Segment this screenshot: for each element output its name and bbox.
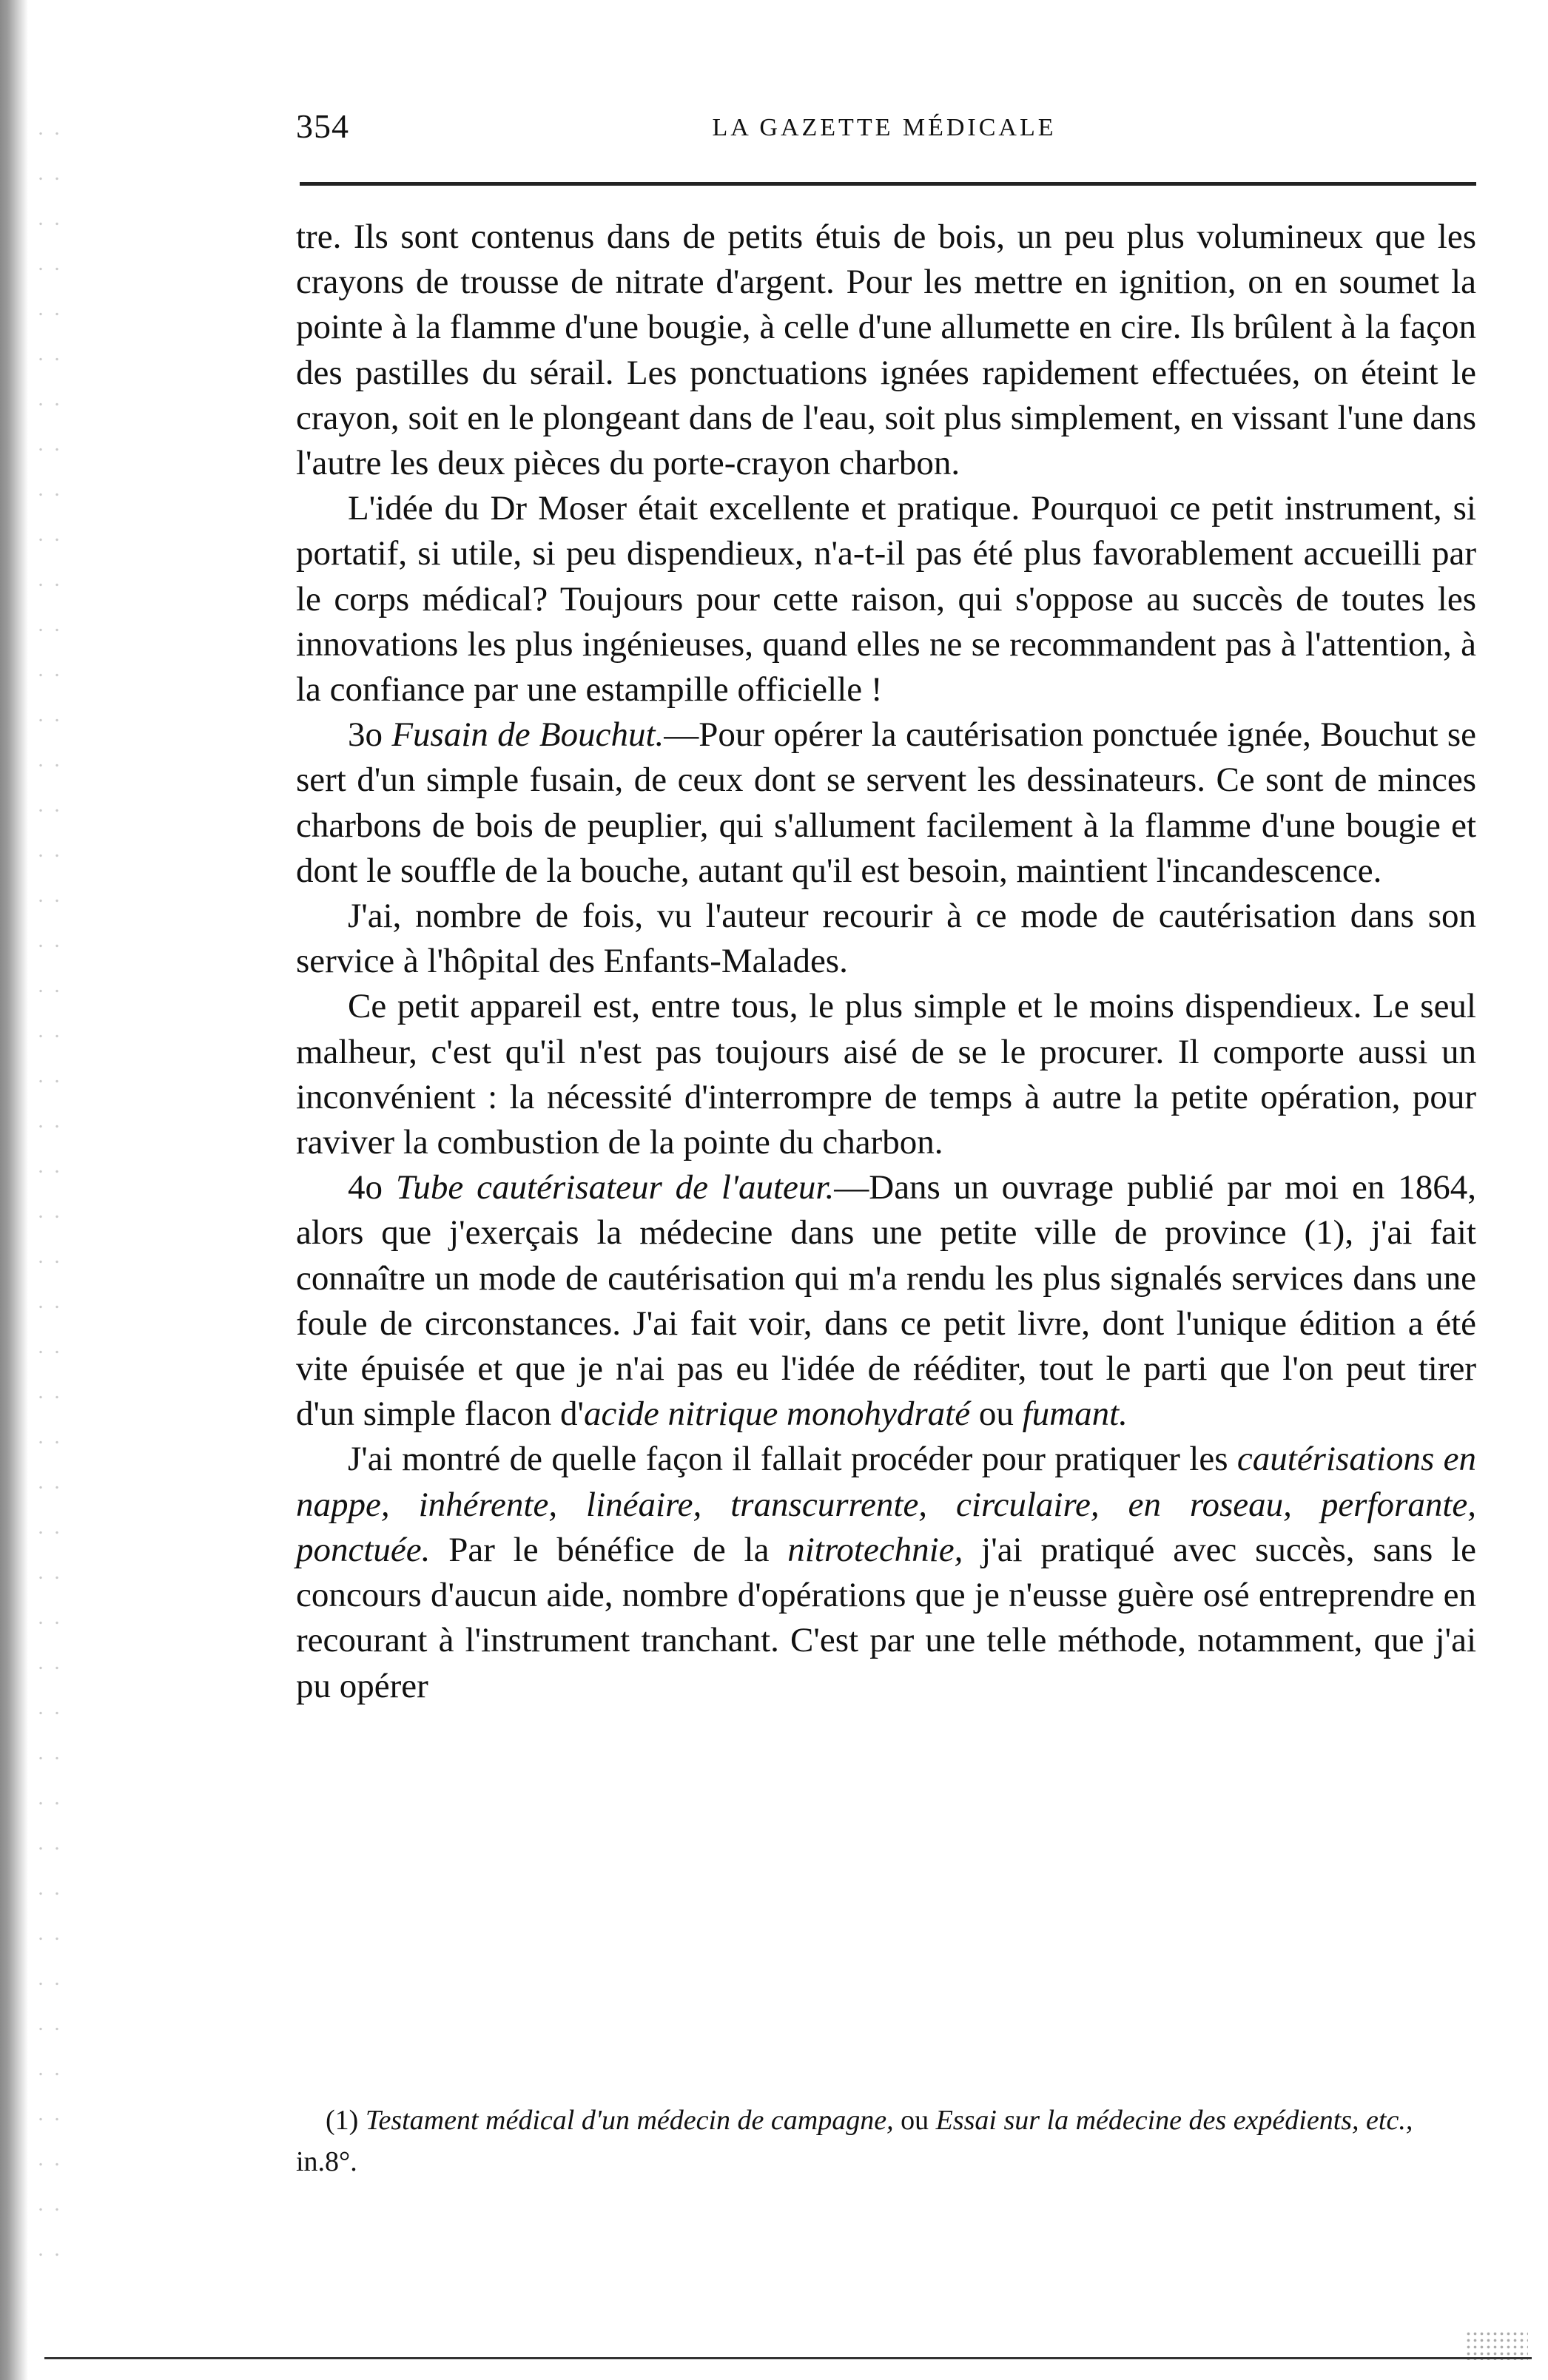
italic-term: nitrotechnie, — [787, 1530, 963, 1569]
body-text — [296, 215, 1476, 1709]
footnote-text: in.8°. — [296, 2146, 357, 2177]
italic-term: acide nitrique monohydraté — [583, 1395, 971, 1434]
footnote — [296, 2100, 1476, 2182]
paragraph-7-text: j'ai pratiqué avec succès, sans le concours d'aucun aide, nombre d'opérations que je n'eusse guère osé entreprendre en recourant à l'instrument tranchant. C'est par une telle méthode, notamment, que j'ai pu opérer — [296, 1530, 1476, 1705]
paragraph-5: Ce petit appareil est, entre tous, le plus simple et le moins dispendieux. Le seul malheur, c'est qu'il n'est pas toujours aisé de se le procurer. Il comporte aussi un inconvénient : la nécessité d'interrompre de temps à autre la petite opération, pour raviver la combustion de la pointe du charbon. — [296, 987, 1476, 1162]
scan-specks — [1465, 2330, 1528, 2360]
section-title: Tube cautérisateur de l'auteur. — [395, 1168, 835, 1207]
paragraph-2: L'idée du Dr Moser était excellente et pratique. Pourquoi ce petit instrument, si portatif, si utile, si peu dispendieux, n'a-t-il pas été plus favorablement accueilli par le corps médical? Toujours pour cette raison, qui s'oppose au succès de toutes les innovations les plus ingénieuses, quand elles ne se recommandent pas à l'attention, à la confiance par une estampille officielle ! — [296, 489, 1476, 709]
page-number: 354 — [296, 107, 349, 145]
paragraph-7 — [296, 1437, 1476, 1708]
italic-term: cautérisations en nappe, inhérente, linéaire, transcurrente, circulaire, en roseau, perforante, ponctuée. — [296, 1440, 1476, 1569]
page-header — [296, 96, 1473, 155]
paragraph-6 — [296, 1165, 1476, 1437]
section-number: 3o — [348, 715, 383, 755]
header-rule — [300, 182, 1476, 186]
paragraph-7-text: J'ai montré de quelle façon il fallait procéder pour pratiquer les — [348, 1440, 1237, 1479]
bottom-rule — [44, 2357, 1532, 2359]
section-title: Fusain de Bouchut. — [391, 715, 664, 755]
footnote-title: Essai sur la médecine des expédients, etc., — [935, 2105, 1413, 2136]
paragraph-3-text: —Pour opérer la cautérisation ponctuée ignée, Bouchut se sert d'un simple fusain, de ceux dont se servent les dessinateurs. Ce sont de minces charbons de bois de peuplier, qui s'allument facilement à la flamme d'une bougie et dont le souffle de la bouche, autant qu'il est besoin, maintient l'incandescence. — [296, 715, 1476, 890]
paragraph-6-text: ou — [970, 1395, 1023, 1434]
footnote-title: Testament médical d'un médecin de campagne, — [365, 2105, 894, 2136]
paragraph-1: tre. Ils sont contenus dans de petits étuis de bois, un peu plus volumineux que les crayons de trousse de nitrate d'argent. Pour les mettre en ignition, on en soumet la pointe à la flamme d'une bougie, à celle d'une allumette en cire. Ils brûlent à la façon des pastilles du sérail. Les ponctuations ignées rapidement effectuées, on éteint le crayon, soit en le plongeant dans de l'eau, soit plus simplement, en vissant l'une dans l'autre les deux pièces du porte-crayon charbon. — [296, 218, 1476, 483]
paragraph-7-text: Par le bénéfice de la — [430, 1530, 788, 1569]
paragraph-3 — [296, 712, 1476, 894]
paragraph-4: J'ai, nombre de fois, vu l'auteur recourir à ce mode de cautérisation dans son service à l'hôpital des Enfants-Malades. — [296, 897, 1476, 981]
section-number: 4o — [348, 1168, 383, 1207]
italic-term: fumant. — [1022, 1395, 1128, 1434]
binding-shadow — [0, 0, 28, 2380]
footnote-text: ou — [893, 2105, 936, 2136]
paragraph-6-text: —Dans un ouvrage publié par moi en 1864, alors que j'exerçais la médecine dans une petite ville de province (1), j'ai fait connaître un mode de cautérisation qui m'a rendu les plus signalés services dans une foule de circonstances. J'ai fait voir, dans ce petit livre, dont l'unique édition a été vite épuisée et que je n'ai pas eu l'idée de rééditer, tout le parti que l'on peut tirer d'un simple flacon d' — [296, 1168, 1477, 1434]
running-title: LA GAZETTE MÉDICALE — [712, 114, 1057, 141]
footnote-marker: (1) — [326, 2105, 359, 2136]
scan-specks — [33, 111, 62, 2293]
